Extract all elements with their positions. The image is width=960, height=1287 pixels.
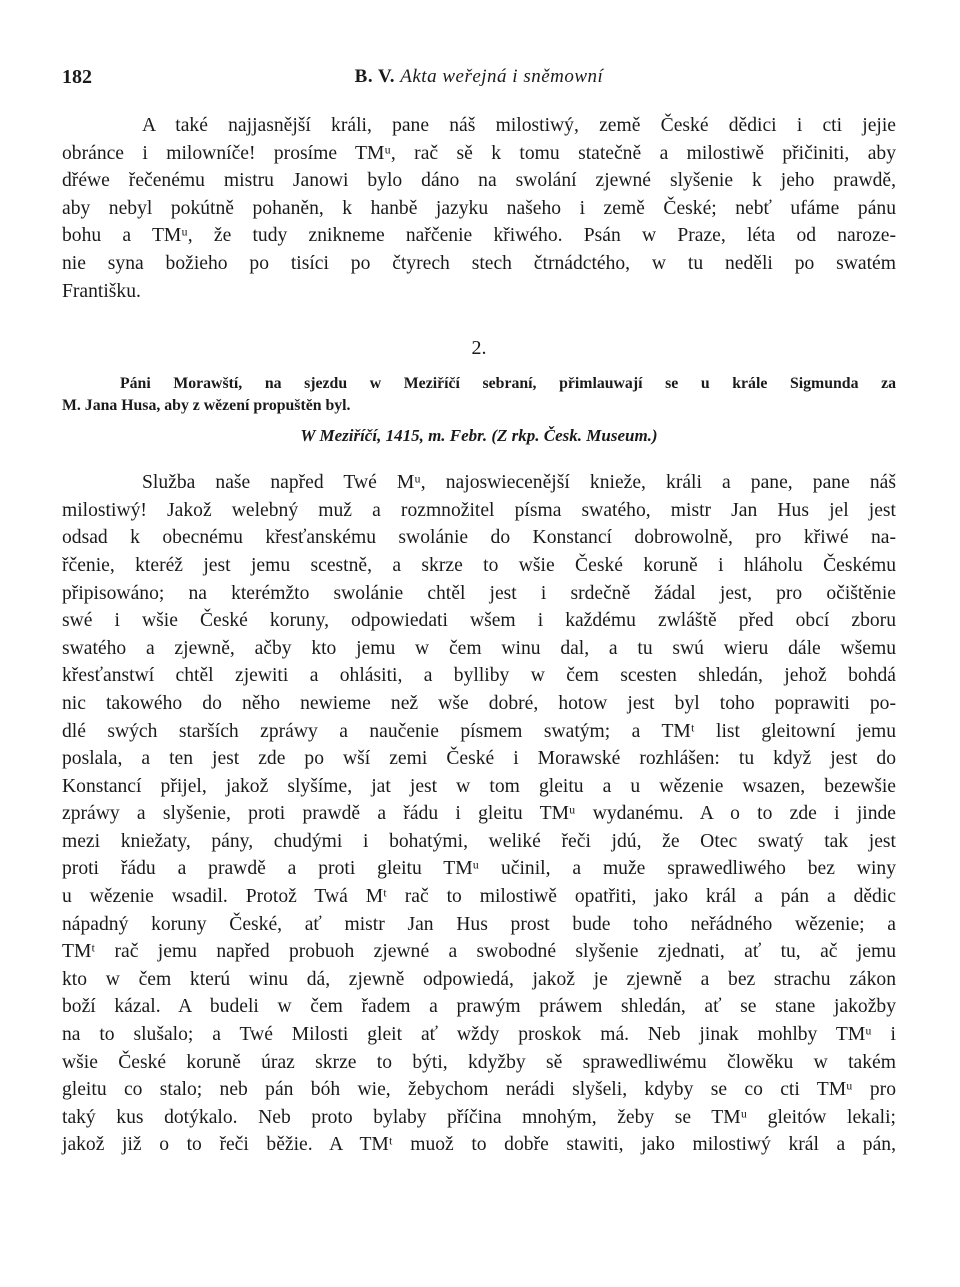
text-line: taký kus dotýkalo. Neb proto bylaby příčina mnohým, žeby se TMᵘ gleitów lekali; bbox=[62, 1106, 896, 1128]
text-line: nie syna božieho po tisíci po čtyrech stech čtrnádctého, w tu neděli po swatém bbox=[62, 252, 896, 274]
document-summary bbox=[62, 373, 896, 417]
running-head-part: B. V. bbox=[354, 66, 396, 87]
text-line: u wězenie wsadil. Protož Twá Mᵗ rač to milostiwě opatřiti, jako král a pán a dědic bbox=[62, 886, 896, 908]
text-line: nic takowého do něho newieme než wše dobré, hotow jest byl toho poprawiti po- bbox=[62, 692, 896, 714]
running-head-title: Akta weřejná i sněmowní bbox=[400, 66, 604, 87]
text-line: Služba naše napřed Twé Mᵘ, najoswiecenější knieže, králi a pane, pane náš bbox=[142, 472, 896, 494]
text-line: dřéwe řečenému mistru Janowi bylo dáno na swolání zjewné slyšenie k jeho prawdě, bbox=[62, 170, 896, 192]
text-line: mezi kniežaty, pány, chudými i bohatými, weliké řeči jdú, že Otec swatý tak jest bbox=[62, 830, 896, 852]
text-line: proti řádu a prawdě a proti gleitu TMᵘ učinil, a muže sprawedliwého bez winy bbox=[62, 858, 896, 880]
text-line: poslala, a ten jest zde po wší zemi České i Morawské rozhlášen: tu když jest do bbox=[62, 748, 896, 770]
page-number: 182 bbox=[62, 66, 92, 88]
text-line: aby nebyl pokútně pohaněn, k hanbě jazyku našeho i země České; nebť ufáme pánu bbox=[62, 197, 896, 219]
running-head bbox=[62, 62, 896, 92]
text-line: gleitu co stalo; neb pán bóh wie, žebychom nerádi slyšeli, kdyby se co cti TMᵘ pro bbox=[62, 1079, 896, 1101]
text-line: boží kázal. A budeli w čem řadem a prawým práwem shledán, ať se stane jakožby bbox=[62, 996, 896, 1018]
source-line: W Meziříčí, 1415, m. Febr. (Z rkp. Česk. Museum.) bbox=[300, 426, 658, 446]
text-line: obránce i milowníče! prosíme TMᵘ, rač sě k tomu statečně a milostiwě přičiniti, aby bbox=[62, 142, 896, 164]
text-line: nápadný koruny České, ať mistr Jan Hus prost bude toho neřádného wězenie; a bbox=[62, 913, 896, 935]
text-line: milostiwý! Jakož welebný muž a rozmnožitel písma swatého, mistr Jan Hus jel jest bbox=[62, 499, 896, 521]
summary-line: M. Jana Husa, aby z wězení propuštěn byl. bbox=[62, 397, 351, 415]
text-line: Konstancí přijel, jakož slyšíme, jat jest w tom gleitu a u wězenie wsazen, bezewšie bbox=[62, 775, 896, 797]
text-line: swé i wšie České koruny, odpowiedati wšem i každému zwláště před obcí zboru bbox=[62, 610, 896, 632]
text-line: řčenie, kteréž jest jemu scestně, a skrze to wšie České koruně i hláholu Českému bbox=[62, 554, 896, 576]
text-line: křesťanstwí chtěl zjewiti a ohlásiti, a bylliby w čem scesten shledán, jehož bohdá bbox=[62, 665, 896, 687]
text-line: swatého a zjewně, ačby kto jemu w čem winu dal, a tu swú wieru dále wšemu bbox=[62, 637, 896, 659]
text-line: na to slušalo; a Twé Milosti gleit ať wždy proskok má. Neb jinak mohlby TMᵘ i bbox=[62, 1024, 896, 1046]
text-line: jakož již o to řeči běžie. A TMᵗ muož to dobře stawiti, jako milostiwý král a pán, bbox=[62, 1134, 896, 1156]
text-line: odsad k obecnému křesťanskému swolánie do Konstancí dobrowolně, pro křiwé na- bbox=[62, 527, 896, 549]
text-line: kto w čem kterú winu dá, zjewně odpowiedá, jakož je zjewně a bez strachu zákon bbox=[62, 968, 896, 990]
text-line: připisowáno; na kterémžto swolánie chtěl jest i srdečně žádal jest, pro očištěnie bbox=[62, 582, 896, 604]
text-line: zpráwy a slyšenie, proti prawdě a řádu i gleitu TMᵘ wydanému. A o to zde i jinde bbox=[62, 803, 896, 825]
summary-line: Páni Morawští, na sjezdu w Meziříčí sebraní, přimlauwají se u krále Sigmunda za bbox=[120, 375, 896, 393]
document-number: 2. bbox=[471, 337, 487, 360]
text-line: wšie České koruně úraz skrze to býti, kdyžby sě sprawedliwému člowěku w takém bbox=[62, 1051, 896, 1073]
text-line: TMᵗ rač jemu napřed probuoh zjewné a swobodné slyšenie zjednati, ať tu, ač jemu bbox=[62, 941, 896, 963]
text-line: A také najjasnější králi, pane náš milostiwý, země České dědici i cti jejie bbox=[142, 115, 896, 136]
paragraph-1 bbox=[62, 112, 896, 305]
page-header bbox=[62, 62, 896, 92]
text-line: bohu a TMᵘ, že tudy znikneme nařčenie křiwého. Psán w Praze, léta od naroze- bbox=[62, 225, 896, 247]
paragraph-2 bbox=[62, 469, 896, 1159]
document-page bbox=[62, 62, 896, 1159]
text-line: Františku. bbox=[62, 280, 141, 302]
text-line: dlé swých starších zpráwy a naučenie písmem swatým; a TMᵗ list gleitowní jemu bbox=[62, 720, 896, 742]
